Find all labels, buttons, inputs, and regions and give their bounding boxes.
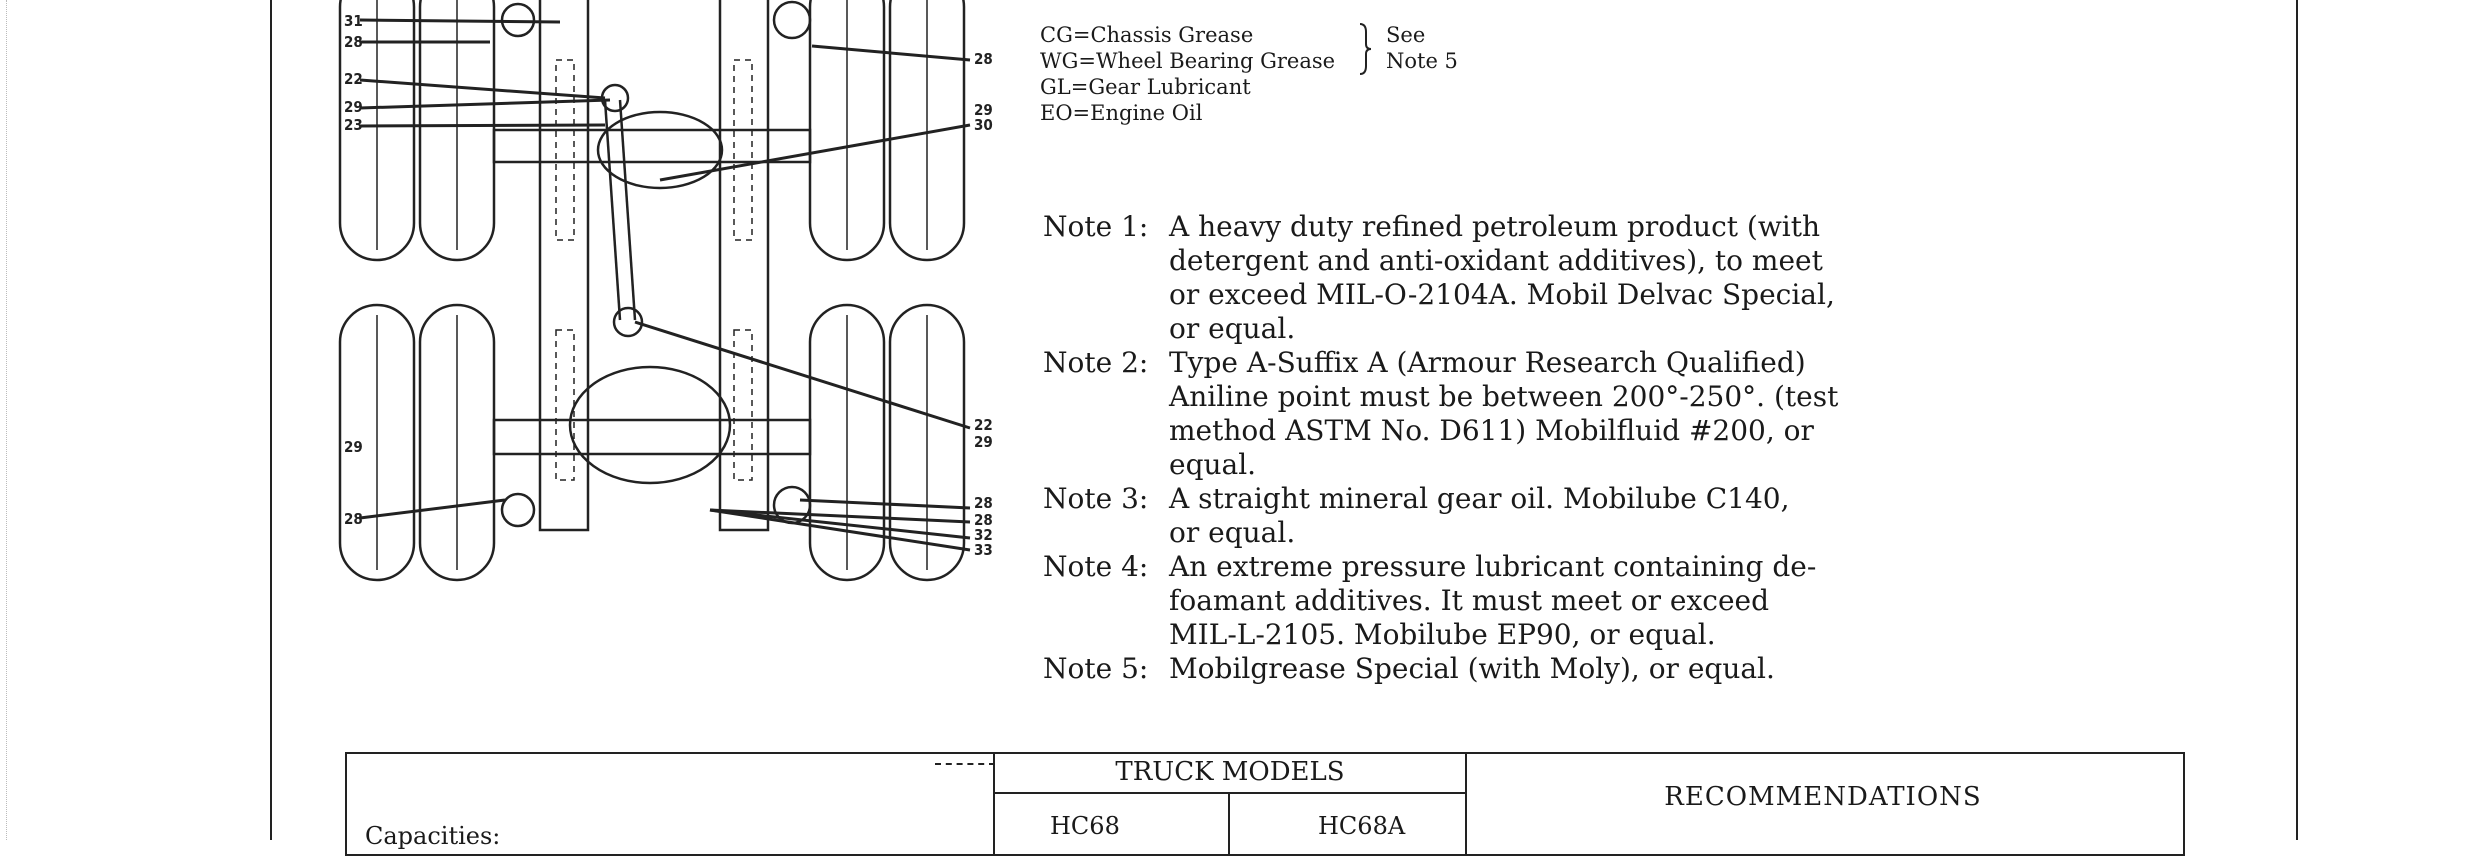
rear-differential <box>570 367 730 483</box>
capacities-label: Capacities: <box>365 822 501 850</box>
front-axle <box>494 130 810 162</box>
frame-rail-left <box>540 0 588 530</box>
drive-shaft <box>605 100 620 320</box>
note-4-line-3: MIL-L-2105. Mobilube EP90, or equal. <box>1169 618 1716 651</box>
truck-models-header: TRUCK MODELS <box>993 752 1467 794</box>
recommendations-header: RECOMMENDATIONS <box>1664 782 1982 812</box>
brace-note-line-2: Note 5 <box>1386 49 1458 73</box>
callout-right-6: 28 <box>974 494 993 512</box>
callout-left-4: 29 <box>344 98 363 116</box>
note-1 <box>1043 210 1838 346</box>
callout-right-9: 33 <box>974 541 993 559</box>
note-2 <box>1043 346 1838 482</box>
note-4 <box>1043 550 1838 652</box>
callout-right-2: 29 <box>974 101 993 119</box>
note-5-line-1: Mobilgrease Special (with Moly), or equal. <box>1169 652 1775 685</box>
callout-left-1: 31 <box>344 12 363 30</box>
callout-right-1: 28 <box>974 50 993 68</box>
table-dash-line <box>935 763 995 765</box>
note-4-line-1: An extreme pressure lubricant containing de- <box>1169 550 1817 583</box>
note-1-label: Note 1: <box>1043 210 1149 243</box>
note-2-line-1: Type A-Suffix A (Armour Research Qualified) <box>1169 346 1806 379</box>
frame-left-border <box>270 0 272 840</box>
note-1-line-2: detergent and anti-oxidant additives), to meet <box>1169 244 1823 277</box>
legend-item-wg: WG=Wheel Bearing Grease <box>1040 49 1336 73</box>
legend-item-gl: GL=Gear Lubricant <box>1040 75 1251 99</box>
front-differential <box>598 112 722 188</box>
scan-edge <box>6 0 7 840</box>
model-hc68: HC68 <box>1050 812 1120 840</box>
note-1-line-1: A heavy duty refined petroleum product (with <box>1169 210 1821 243</box>
note-2-line-2: Aniline point must be between 200°-250°. (test <box>1169 380 1839 413</box>
callout-right-8: 32 <box>974 526 993 544</box>
brace-note <box>1368 22 1458 74</box>
callout-right-4: 22 <box>974 416 993 434</box>
frame-rail-right <box>720 0 768 530</box>
brace-note-line-1: See <box>1386 23 1426 47</box>
note-4-line-2: foamant additives. It must meet or exceed <box>1169 584 1770 617</box>
note-3-label: Note 3: <box>1043 482 1149 515</box>
callout-left-3: 22 <box>344 70 363 88</box>
note-3-line-2: or equal. <box>1169 516 1296 549</box>
chassis-lubrication-diagram <box>330 0 1010 600</box>
callout-right-5: 29 <box>974 433 993 451</box>
note-5 <box>1043 652 1838 686</box>
model-hc68a: HC68A <box>1318 812 1406 840</box>
callout-left-2: 28 <box>344 33 363 51</box>
note-2-label: Note 2: <box>1043 346 1149 379</box>
note-5-label: Note 5: <box>1043 652 1149 685</box>
note-4-label: Note 4: <box>1043 550 1149 583</box>
callout-left-5: 23 <box>344 116 363 134</box>
note-2-line-4: equal. <box>1169 448 1257 481</box>
truck-models-divider <box>1228 794 1230 854</box>
note-1-line-4: or equal. <box>1169 312 1296 345</box>
note-3-line-1: A straight mineral gear oil. Mobilube C140, <box>1169 482 1790 515</box>
u-joint-front <box>602 85 628 111</box>
callout-right-3: 30 <box>974 116 993 134</box>
legend-item-eo: EO=Engine Oil <box>1040 101 1203 125</box>
frame-right-border <box>2296 0 2298 840</box>
callout-right-7: 28 <box>974 511 993 529</box>
note-2-line-3: method ASTM No. D611) Mobilfluid #200, or <box>1169 414 1814 447</box>
callout-left-7: 28 <box>344 510 363 528</box>
note-1-line-3: or exceed MIL-O-2104A. Mobil Delvac Special, <box>1169 278 1835 311</box>
note-3 <box>1043 482 1838 550</box>
notes-section <box>1043 210 1838 686</box>
lubricant-legend <box>1040 22 1335 126</box>
callout-left-6: 29 <box>344 438 363 456</box>
rear-axle <box>494 420 810 454</box>
legend-item-cg: CG=Chassis Grease <box>1040 23 1254 47</box>
